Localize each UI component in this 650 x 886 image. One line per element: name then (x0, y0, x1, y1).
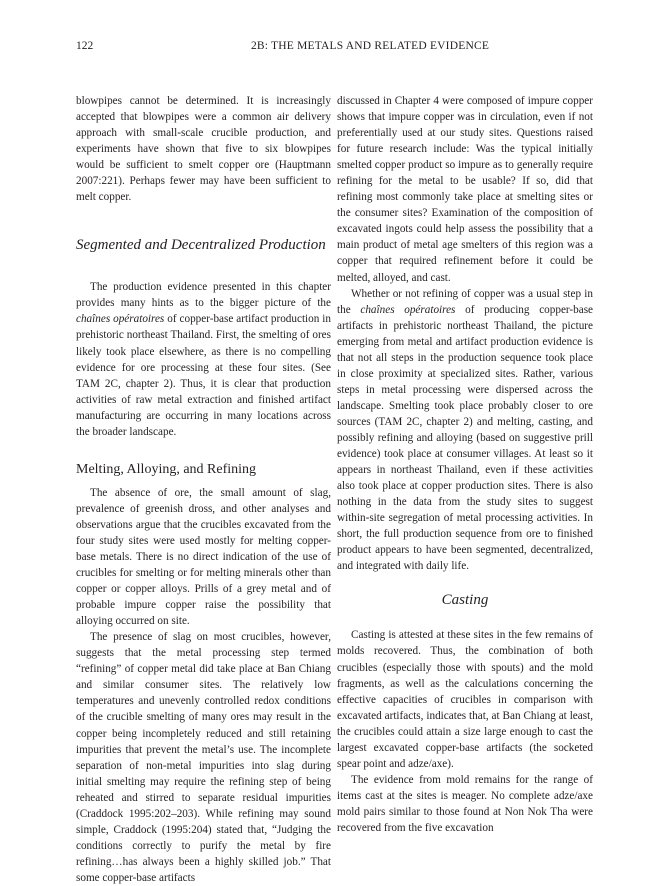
paragraph: discussed in Chapter 4 were composed of impure copper shows that impure copper was in circulation, even if not preferentially used at our study sites. Questions raised for future research include: Was the typical initially smelted copper product so impure as to generally require refining for the metal to be usable? If so, did that refining most commonly take place at smelting sites or the consumer sites? Examination of the composition of excavated ingots could help assess the possibility that a main product of metal age smelters of this region was a copper that required refinement before it could be melted, alloyed, and cast. (337, 95, 593, 284)
paragraph: The absence of ore, the small amount of slag, prevalence of greenish dross, and other analyses and observations argue that the crucibles excavated from the four study sites were used mostly for melting copper-base metals. There is no direct indication of the use of crucibles for smelting or for melting minerals other than copper or copper alloys. Prills of a grey metal and of probable impure copper raise the possibility that alloying occurred on site. (76, 486, 331, 628)
emphasis: chaînes opératoires (76, 313, 165, 326)
right-column (337, 93, 593, 836)
section-heading: Casting (441, 592, 489, 609)
paragraph: Casting is attested at these sites in the few remains of molds recovered. Thus, the combination of both crucibles (especially those with spouts) and the mold fragments, as well as the calculations concerning the effective capacities of crucibles in comparison with excavated artifacts, indicates that, at Ban Chiang at least, the crucibles could attain a size large enough to cast the largest excavated copper-base artifacts (the socketed spear point and adze/axe). (337, 629, 593, 770)
running-title: 2B: THE METALS AND RELATED EVIDENCE (250, 40, 490, 52)
page-number: 122 (76, 40, 94, 52)
paragraph: The evidence from mold remains for the range of items cast at the sites is meager. No complete adze/axe mold pairs similar to those found at Non Nok Tha were recovered from the five excavation (337, 773, 593, 834)
paragraph: The production evidence presented in this chapter provides many hints as to the bigger picture of the chaînes opératoires of copper-base artifact production in prehistoric northeast Thailand. First, the smelting of ores likely took place elsewhere, as there is no compelling evidence for ore processing at these four sites. (See TAM 2C, chapter 2). Thus, it is clear that production activities of raw metal extraction and finished artifact manufacturing are occurring in many locations across the broader landscape. (76, 281, 332, 438)
emphasis: chaînes opératoires (360, 303, 456, 316)
paragraph: The presence of slag on most crucibles, however, suggests that the metal processing step termed “refining” of copper metal did take place at Ban Chiang and similar consumer sites. The relatively low temperatures and unevenly controlled redox conditions of the crucible smelting of many ores may result in the copper being incompletely reduced and still retaining impurities that prevent the metal’s use. The incomplete separation of non-metal impurities into slag during initial smelting may require the refining step of being reheated and stirred to separate residual impurities (Craddock 1995:202–203). While refining may sound simple, Craddock (1995:204) stated that, “Judging the conditions correctly to purify the metal by fire refining…has always been a highly skilled job.” That some copper-base artifacts (76, 631, 331, 884)
subsection-heading: Melting, Alloying, and Refining (76, 461, 257, 477)
running-head (0, 40, 650, 60)
paragraph: Whether or not refining of copper was a usual step in the chaînes opératoires of producing copper-base artifacts in prehistoric northeast Thailand, the picture emerging from metal and artifact production evidence is that not all steps in the production sequence took place in close proximity at specialized sites. Rather, various steps in metal processing were dispersed across the landscape. Smelting took place probably closer to ore sources (TAM 2C, chapter 2) and melting, casting, and possibly refining and alloying (based on suggestive prill evidence) took place at consumer villages. At least so it appears in northeast Thailand, even if these activities also took place at copper production sites. There is also nothing in the data from the study sites to suggest within-site segregation of metal processing activities. In short, the full production sequence from ore to finished product appears to have been segmented, decentralized, and integrated with daily life. (337, 287, 594, 573)
paragraph: blowpipes cannot be determined. It is increasingly accepted that blowpipes were a common air delivery approach with small-scale crucible production, and experiments have shown that five to six blowpipes would be sufficient to smelt copper ore (Hauptmann 2007:221). Perhaps fewer may have been sufficient to melt copper. (76, 95, 331, 204)
section-heading: Segmented and Decentralized Production (76, 237, 326, 254)
left-column (76, 93, 331, 886)
